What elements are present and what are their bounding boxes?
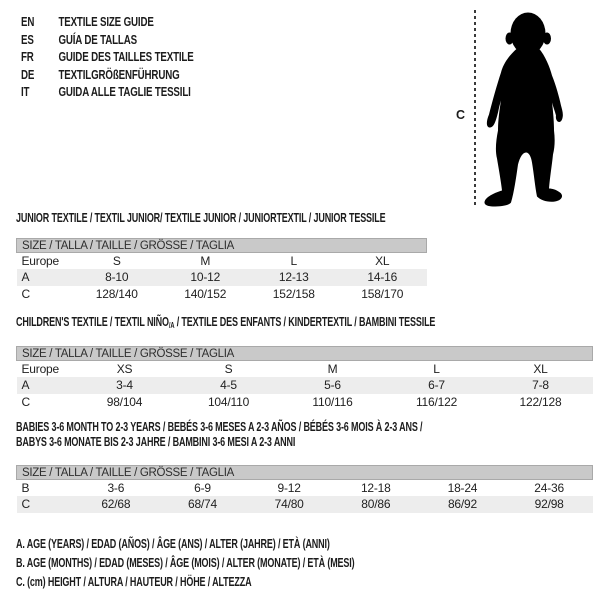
row-label: C	[21, 286, 30, 301]
cell: 6-7	[385, 377, 489, 394]
cell: 116/122	[415, 394, 458, 409]
cell: XL	[375, 254, 390, 268]
cell: 86/92	[419, 496, 506, 513]
table-row-height	[17, 286, 427, 303]
table-row-age	[17, 269, 427, 286]
cell: 140/152	[184, 286, 227, 301]
cell: 6-9	[194, 481, 211, 495]
cell: M	[200, 254, 211, 268]
cell: 14-16	[338, 269, 427, 286]
cell: 12-18	[360, 481, 391, 495]
row-label: A	[17, 377, 73, 394]
height-measure-dotted-line	[474, 10, 476, 208]
row-label: A	[17, 269, 73, 286]
cell: 62/68	[73, 496, 160, 513]
cell: 3-6	[107, 481, 125, 495]
table-row-age	[17, 377, 593, 394]
babies-size-table	[16, 465, 593, 513]
cell: L	[290, 254, 297, 268]
language-title: GUIDA ALLE TAGLIE TESSILI	[58, 85, 191, 99]
size-header-label: SIZE / TALLA / TAILLE / GRÖSSE / TAGLIA	[17, 347, 593, 361]
title-subscript: /A	[168, 321, 175, 330]
language-row-it	[21, 84, 242, 102]
cell: 110/116	[312, 394, 353, 409]
language-title: TEXTILGRÖßENFÜHRUNG	[58, 67, 180, 82]
language-title: GUÍA DE TALLAS	[58, 32, 137, 47]
cell: S	[224, 362, 233, 376]
cell: 12-13	[250, 269, 339, 286]
babies-section-title: BABIES 3-6 MONTH TO 2-3 YEARS / BEBÉS 3-6 MESES A 2-3 AÑOS / BÉBÉS 3-6 MOIS À 2-3 ANS / BABYS 3-6 MONATE BIS 2-3 JAHRE / BAMBINI 3-6 MESI A 2-3 ANNI	[16, 420, 423, 449]
language-row-de	[21, 67, 242, 85]
cell: XL	[533, 362, 548, 376]
row-label: Europe	[21, 362, 59, 376]
cell: XS	[116, 362, 133, 376]
cell: 4-5	[177, 377, 281, 394]
cell: 8-10	[73, 269, 162, 286]
cell: 92/98	[506, 496, 593, 513]
cell: 5-6	[281, 377, 385, 394]
toddler-silhouette-image	[481, 8, 571, 209]
junior-size-table	[16, 238, 427, 302]
table-row-europe	[17, 361, 593, 378]
cell: S	[112, 254, 121, 268]
table-row-europe	[17, 253, 427, 270]
language-title: TEXTILE SIZE GUIDE	[58, 15, 154, 29]
junior-section-title: JUNIOR TEXTILE / TEXTIL JUNIOR/ TEXTILE JUNIOR / JUNIORTEXTIL / JUNIOR TESSILE	[16, 211, 386, 225]
cell: M	[327, 362, 338, 376]
table-header-bar	[17, 466, 593, 480]
legend-line-c: C. (cm) HEIGHT / ALTURA / HAUTEUR / HÖHE / ALTEZZA	[16, 574, 252, 589]
language-code: ES	[21, 32, 34, 47]
language-row-fr	[21, 49, 242, 67]
language-list	[21, 14, 242, 102]
measurement-legend	[16, 535, 486, 591]
table-row-months	[17, 480, 593, 497]
language-row-es	[21, 32, 242, 50]
cell: 9-12	[277, 481, 301, 495]
cell: 74/80	[246, 496, 333, 513]
table-row-height	[17, 394, 593, 411]
row-label: C	[21, 394, 30, 409]
language-title: GUIDE DES TAILLES TEXTILE	[58, 50, 194, 64]
cell: 152/158	[272, 286, 315, 301]
cell: 158/170	[361, 286, 404, 301]
row-label: B	[21, 481, 30, 495]
legend-line-a: A. AGE (YEARS) / EDAD (AÑOS) / ÂGE (ANS) / ALTER (JAHRE) / ETÀ (ANNI)	[16, 537, 330, 551]
cell: L	[433, 362, 440, 376]
cell: 98/104	[106, 394, 143, 409]
legend-line-b: B. AGE (MONTHS) / EDAD (MESES) / ÂGE (MOIS) / ALTER (MONATE) / ETÀ (MESI)	[16, 555, 355, 570]
cell: 10-12	[161, 269, 250, 286]
language-code: DE	[21, 67, 35, 82]
language-code: FR	[21, 50, 34, 64]
row-label: C	[17, 496, 73, 513]
table-header-bar	[17, 239, 427, 253]
height-measure-label: C	[456, 108, 465, 122]
language-row-en	[21, 14, 242, 32]
cell: 24-36	[534, 481, 564, 495]
cell: 80/86	[332, 496, 419, 513]
cell: 68/74	[159, 496, 246, 513]
table-header-bar	[17, 347, 593, 361]
table-row-height	[17, 496, 593, 513]
cell: 128/140	[95, 286, 138, 301]
children-size-table	[16, 346, 593, 410]
cell: 104/110	[207, 394, 250, 409]
cell: 18-24	[447, 481, 478, 495]
cell: 3-4	[73, 377, 177, 394]
row-label: Europe	[21, 254, 59, 268]
size-header-label: SIZE / TALLA / TAILLE / GRÖSSE / TAGLIA	[17, 239, 427, 253]
cell: 7-8	[489, 377, 593, 394]
language-code: IT	[21, 85, 30, 99]
children-section-title: CHILDREN'S TEXTILE / TEXTIL NIÑO/A / TEXTILE DES ENFANTS / KINDERTEXTIL / BAMBINI TESSILE	[16, 315, 436, 330]
size-header-label: SIZE / TALLA / TAILLE / GRÖSSE / TAGLIA	[17, 466, 593, 480]
language-code: EN	[21, 15, 35, 29]
cell: 122/128	[519, 394, 562, 409]
